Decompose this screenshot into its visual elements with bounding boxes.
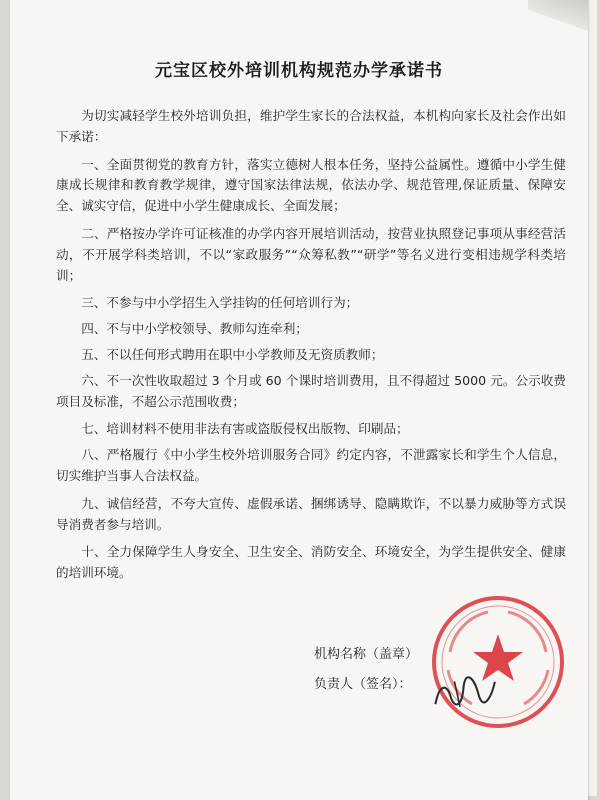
document-page — [10, 0, 588, 800]
document-title: 元宝区校外培训机构规范办学承诺书 — [155, 61, 443, 81]
signature-block — [314, 640, 418, 700]
document-body — [56, 106, 566, 591]
paper-corner — [528, 0, 588, 30]
commitment-item-1: 一、全面贯彻党的教育方针，落实立德树人根本任务，坚持公益属性。遵循中小学生健康成长规律和教育教学规律，遵守国家法律法规，依法办学、规范管理,保证质量、保障安全、诚实守信，促进中小学生健康成长、全面发展； — [56, 156, 566, 214]
org-name-label: 机构名称（盖章） — [314, 647, 419, 662]
commitment-item-3: 三、不参与中小学招生入学挂钩的任何培训行为； — [81, 295, 359, 311]
commitment-item-2: 二、严格按办学许可证核准的办学内容开展培训活动，按营业执照登记事项从事经营活动，不开展学科类培训，不以“家政服务”“众筹私教”“研学”等名义进行变相违规学科类培训； — [56, 225, 566, 283]
commitment-item-9: 九、诚信经营，不夸大宣传、虚假承诺、捆绑诱导、隐瞒欺诈，不以暴力威胁等方式误导消费者参与培训。 — [56, 495, 566, 532]
commitment-item-7: 七、培训材料不使用非法有害或盗版侵权出版物、印刷品； — [81, 421, 409, 437]
responsible-person-label: 负责人（签名）： — [314, 677, 412, 692]
commitment-item-5: 五、不以任何形式聘用在职中小学教师及无资质教师； — [81, 346, 384, 362]
intro-paragraph: 为切实减轻学生校外培训负担，维护学生家长的合法权益，本机构向家长及社会作出如下承诺： — [56, 108, 566, 144]
commitment-item-6: 六、不一次性收取超过 3 个月或 60 个课时培训费用，且不得超过 5000 元。公示收费项目及标准，不超公示范围收费； — [56, 372, 566, 409]
commitment-item-4: 四、不与中小学校领导、教师勾连牵利； — [81, 321, 308, 337]
commitment-item-8: 八、严格履行《中小学生校外培训服务合同》约定内容，不泄露家长和学生个人信息，切实维护当事人合法权益。 — [56, 447, 566, 483]
commitment-item-10: 十、全力保障学生人身安全、卫生安全、消防安全、环境安全，为学生提供安全、健康的培训环境。 — [56, 544, 566, 581]
